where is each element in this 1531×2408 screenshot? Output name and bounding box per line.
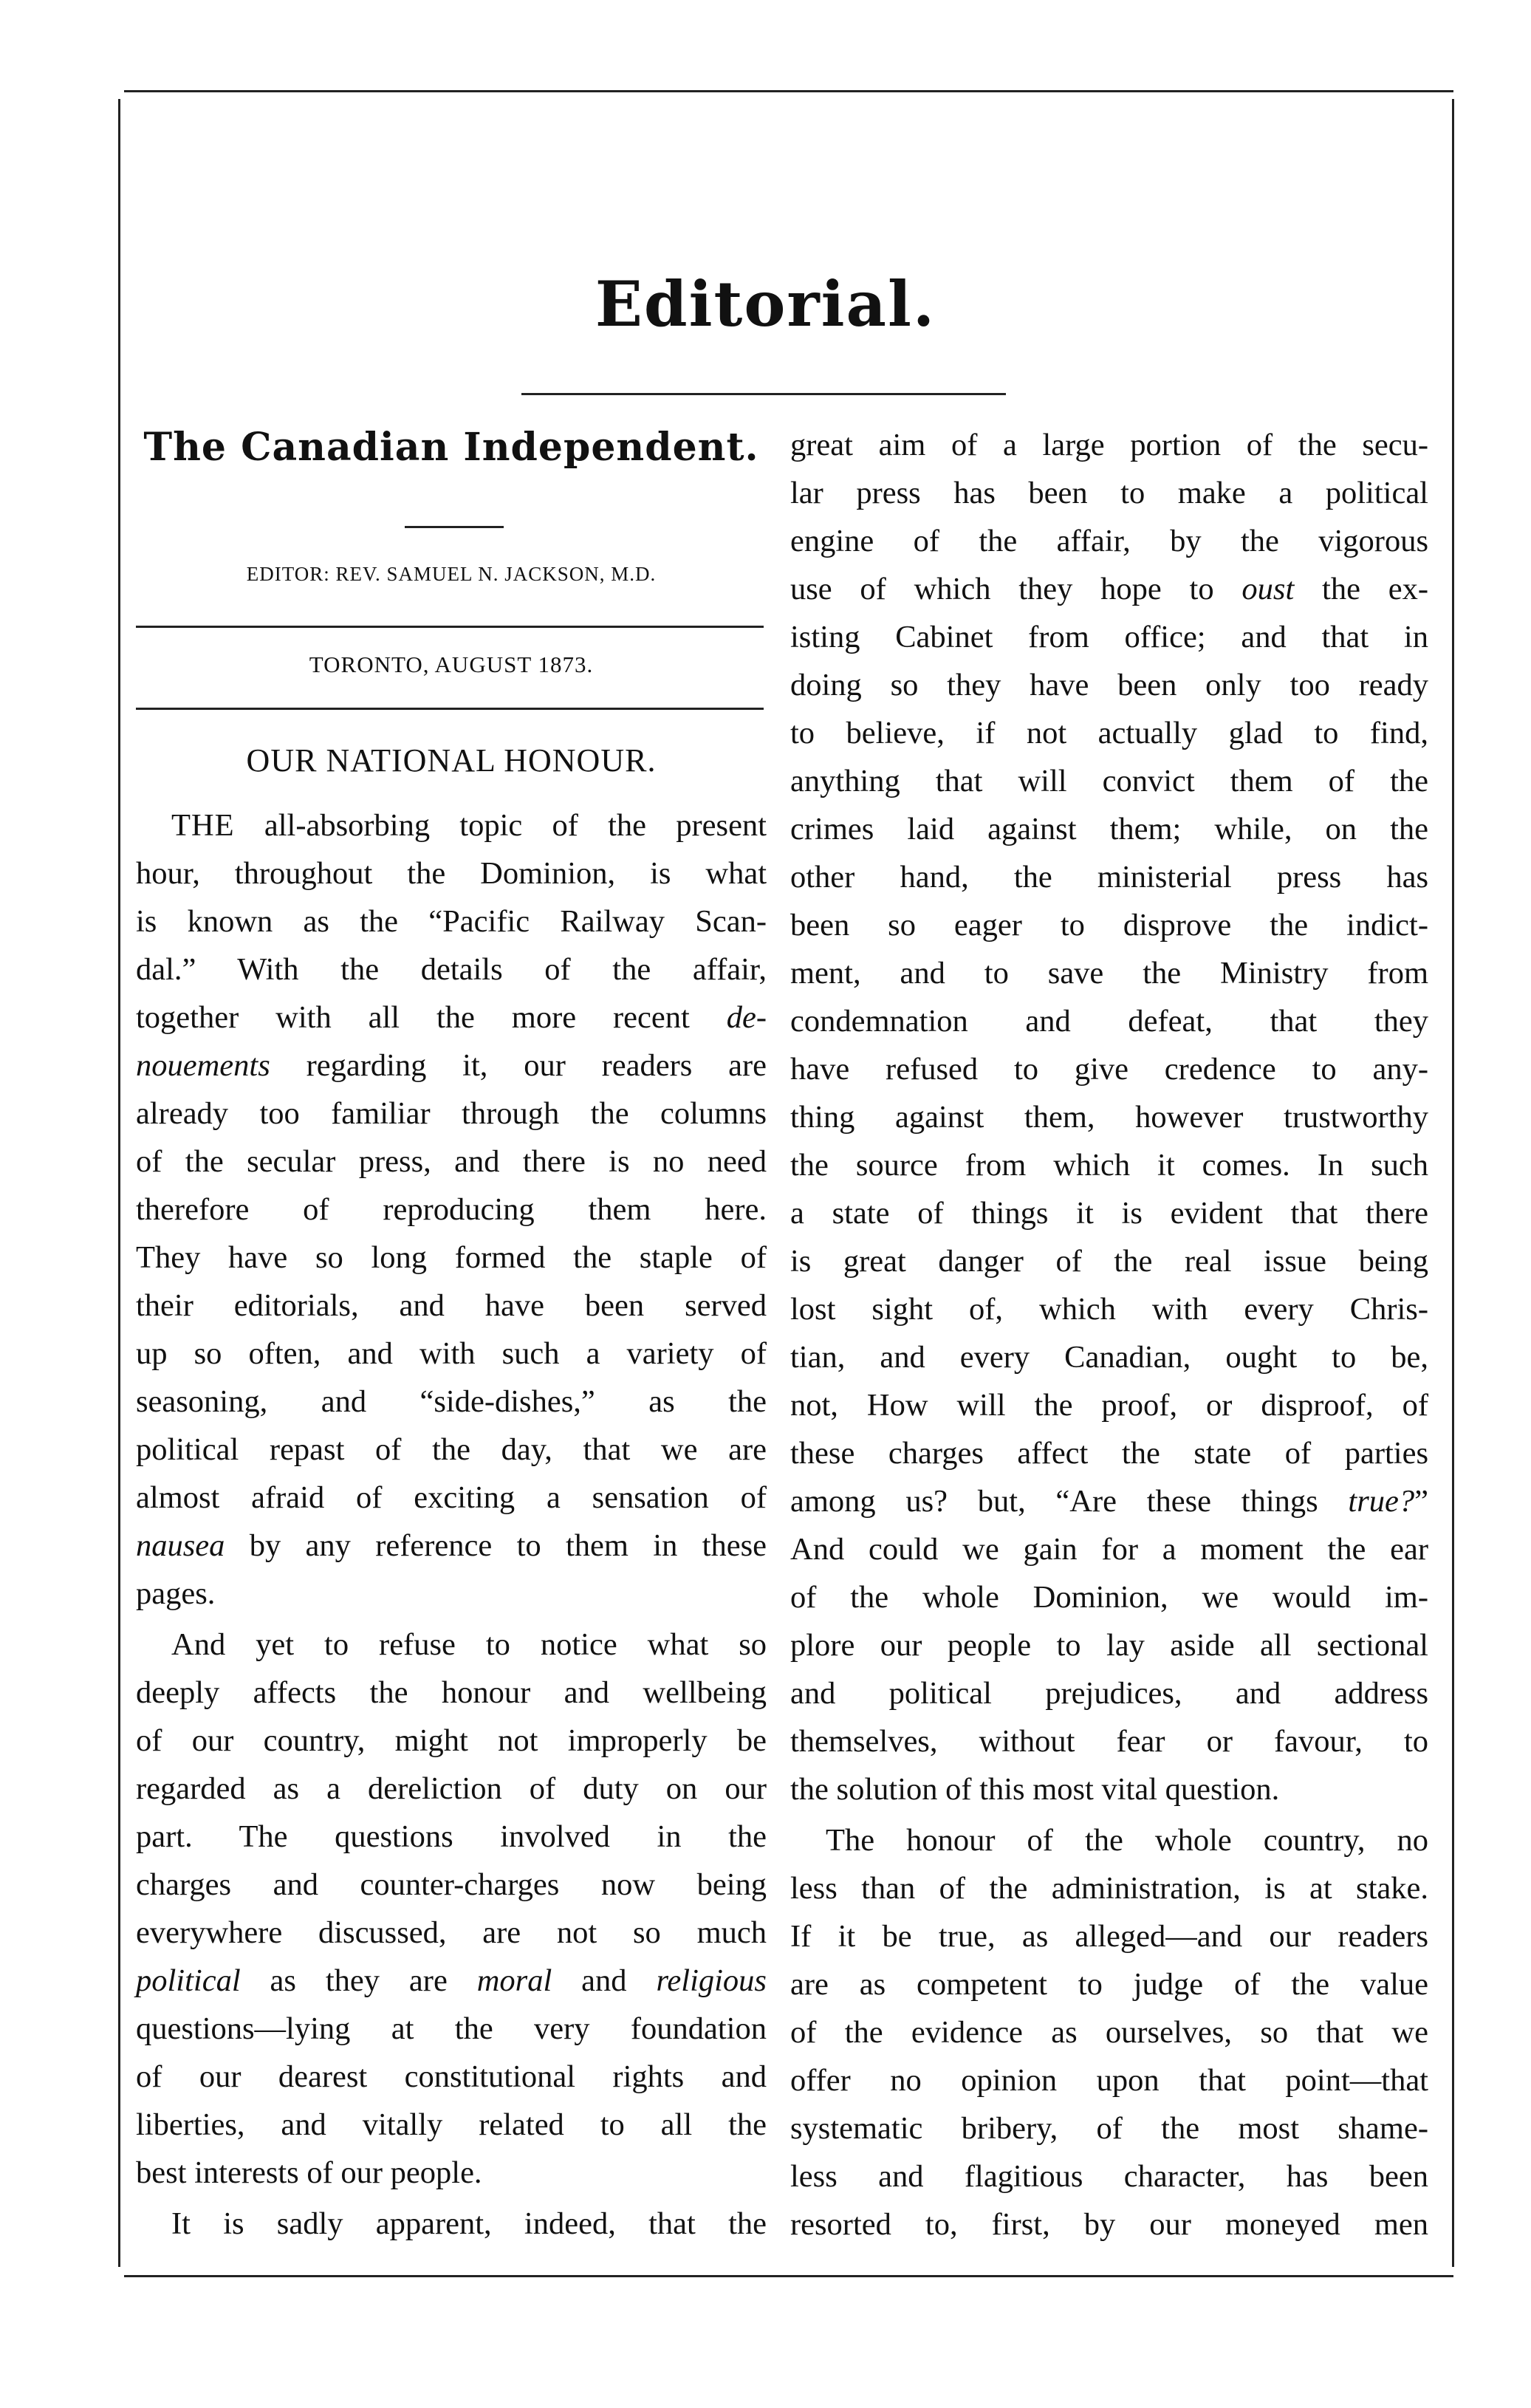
- text-line: is known as the “Pacific Railway Scan-: [136, 904, 767, 939]
- text-line: of our dearest constitutional rights and: [136, 2059, 767, 2094]
- text-line: crimes laid against them; while, on the: [790, 812, 1428, 846]
- text-line: lost sight of, which with every Chris-: [790, 1292, 1428, 1327]
- text-line: liberties, and vitally related to all the: [136, 2107, 767, 2142]
- text-line: deeply affects the honour and wellbeing: [136, 1675, 767, 1710]
- text-line: the solution of this most vital question.: [790, 1772, 1280, 1807]
- text-line: themselves, without fear or favour, to: [790, 1724, 1428, 1759]
- date-rule-top: [136, 626, 764, 628]
- text-line: offer no opinion upon that point—that: [790, 2063, 1428, 2098]
- page-border-top: [124, 90, 1453, 92]
- text-line: have refused to give credence to any-: [790, 1052, 1428, 1087]
- editor-line: EDITOR: REV. SAMUEL N. JACKSON, M.D.: [246, 563, 657, 585]
- text-line: to believe, if not actually glad to find,: [790, 716, 1428, 750]
- text-line: among us? but, “Are these things true?”: [790, 1484, 1428, 1519]
- text-line: thing against them, however trustworthy: [790, 1100, 1428, 1135]
- article-heading: OUR NATIONAL HONOUR.: [246, 742, 657, 779]
- text-line: hour, throughout the Dominion, is what: [136, 856, 767, 891]
- text-line: these charges affect the state of parties: [790, 1436, 1428, 1471]
- text-line: And yet to refuse to notice what so: [171, 1627, 767, 1662]
- text-line: less and flagitious character, has been: [790, 2159, 1428, 2194]
- right-column: [790, 421, 1428, 2248]
- text-line: best interests of our people.: [136, 2155, 482, 2190]
- text-line: isting Cabinet from office; and that in: [790, 620, 1428, 654]
- text-line: part. The questions involved in the: [136, 1819, 767, 1854]
- text-line: everywhere discussed, are not so much: [136, 1915, 767, 1950]
- text-line: together with all the more recent de-: [136, 1000, 767, 1035]
- text-line: plore our people to lay aside all sectional: [790, 1628, 1428, 1663]
- text-line: anything that will convict them of the: [790, 764, 1428, 798]
- text-line: charges and counter-charges now being: [136, 1867, 767, 1902]
- text-line: seasoning, and “side-dishes,” as the: [136, 1384, 767, 1419]
- text-line: are as competent to judge of the value: [790, 1967, 1428, 2002]
- text-line: condemnation and defeat, that they: [790, 1004, 1428, 1039]
- text-line: of the evidence as ourselves, so that we: [790, 2015, 1428, 2050]
- text-line: other hand, the ministerial press has: [790, 860, 1428, 895]
- text-line: nouements regarding it, our readers are: [136, 1048, 767, 1083]
- text-line: resorted to, first, by our moneyed men: [790, 2207, 1428, 2242]
- text-line: and political prejudices, and address: [790, 1676, 1428, 1711]
- text-line: nausea by any reference to them in these: [136, 1528, 767, 1563]
- page-border-right: [1452, 99, 1454, 2267]
- text-line: up so often, and with such a variety of: [136, 1336, 767, 1371]
- text-line: pages.: [136, 1576, 216, 1611]
- title-rule: [405, 526, 504, 528]
- text-line: And could we gain for a moment the ear: [790, 1532, 1428, 1567]
- text-line: of our country, might not improperly be: [136, 1723, 767, 1758]
- text-line: therefore of reproducing them here.: [136, 1192, 767, 1227]
- text-line: is great danger of the real issue being: [790, 1244, 1428, 1279]
- text-line: of the whole Dominion, we would im-: [790, 1580, 1428, 1615]
- text-line: almost afraid of exciting a sensation of: [136, 1480, 767, 1515]
- text-line: great aim of a large portion of the secu-: [790, 428, 1428, 462]
- text-line: political as they are moral and religious: [136, 1963, 767, 1998]
- text-line: use of which they hope to oust the ex-: [790, 572, 1428, 606]
- text-line: been so eager to disprove the indict-: [790, 908, 1428, 943]
- text-line: already too familiar through the columns: [136, 1096, 767, 1131]
- text-line: ment, and to save the Ministry from: [790, 956, 1428, 991]
- text-line: THE all-absorbing topic of the present: [171, 808, 767, 843]
- paper-title: The Canadian Independent.: [143, 425, 759, 470]
- lead-word: THE: [171, 808, 235, 843]
- text-line: If it be true, as alleged—and our readers: [790, 1919, 1428, 1954]
- text-line: The honour of the whole country, no: [826, 1823, 1428, 1858]
- date-rule-bottom: [136, 708, 764, 710]
- page-border-bottom: [124, 2275, 1453, 2277]
- text-line: the source from which it comes. In such: [790, 1148, 1428, 1183]
- text-line: They have so long formed the staple of: [136, 1240, 767, 1275]
- text-line: a state of things it is evident that there: [790, 1196, 1428, 1231]
- text-line: political repast of the day, that we are: [136, 1432, 767, 1467]
- text-line: questions—lying at the very foundation: [136, 2011, 767, 2046]
- text-line: of the secular press, and there is no need: [136, 1144, 767, 1179]
- section-masthead: Editorial.: [595, 267, 936, 341]
- text-line: dal.” With the details of the affair,: [136, 952, 767, 987]
- text-line: not, How will the proof, or disproof, of: [790, 1388, 1428, 1423]
- text-line: systematic bribery, of the most shame-: [790, 2111, 1428, 2146]
- dateline: TORONTO, AUGUST 1873.: [309, 651, 594, 677]
- masthead-rule: [521, 393, 1006, 395]
- text-line: their editorials, and have been served: [136, 1288, 767, 1323]
- text-line: less than of the administration, is at stake.: [790, 1871, 1428, 1906]
- text-line: doing so they have been only too ready: [790, 668, 1428, 702]
- text-line: tian, and every Canadian, ought to be,: [790, 1340, 1428, 1375]
- text-line: lar press has been to make a political: [790, 476, 1428, 510]
- left-column: [136, 801, 767, 2248]
- text-line: It is sadly apparent, indeed, that the: [171, 2206, 767, 2241]
- text-line: regarded as a dereliction of duty on our: [136, 1771, 767, 1806]
- page-border-left: [118, 99, 120, 2267]
- text-line: engine of the affair, by the vigorous: [790, 524, 1428, 558]
